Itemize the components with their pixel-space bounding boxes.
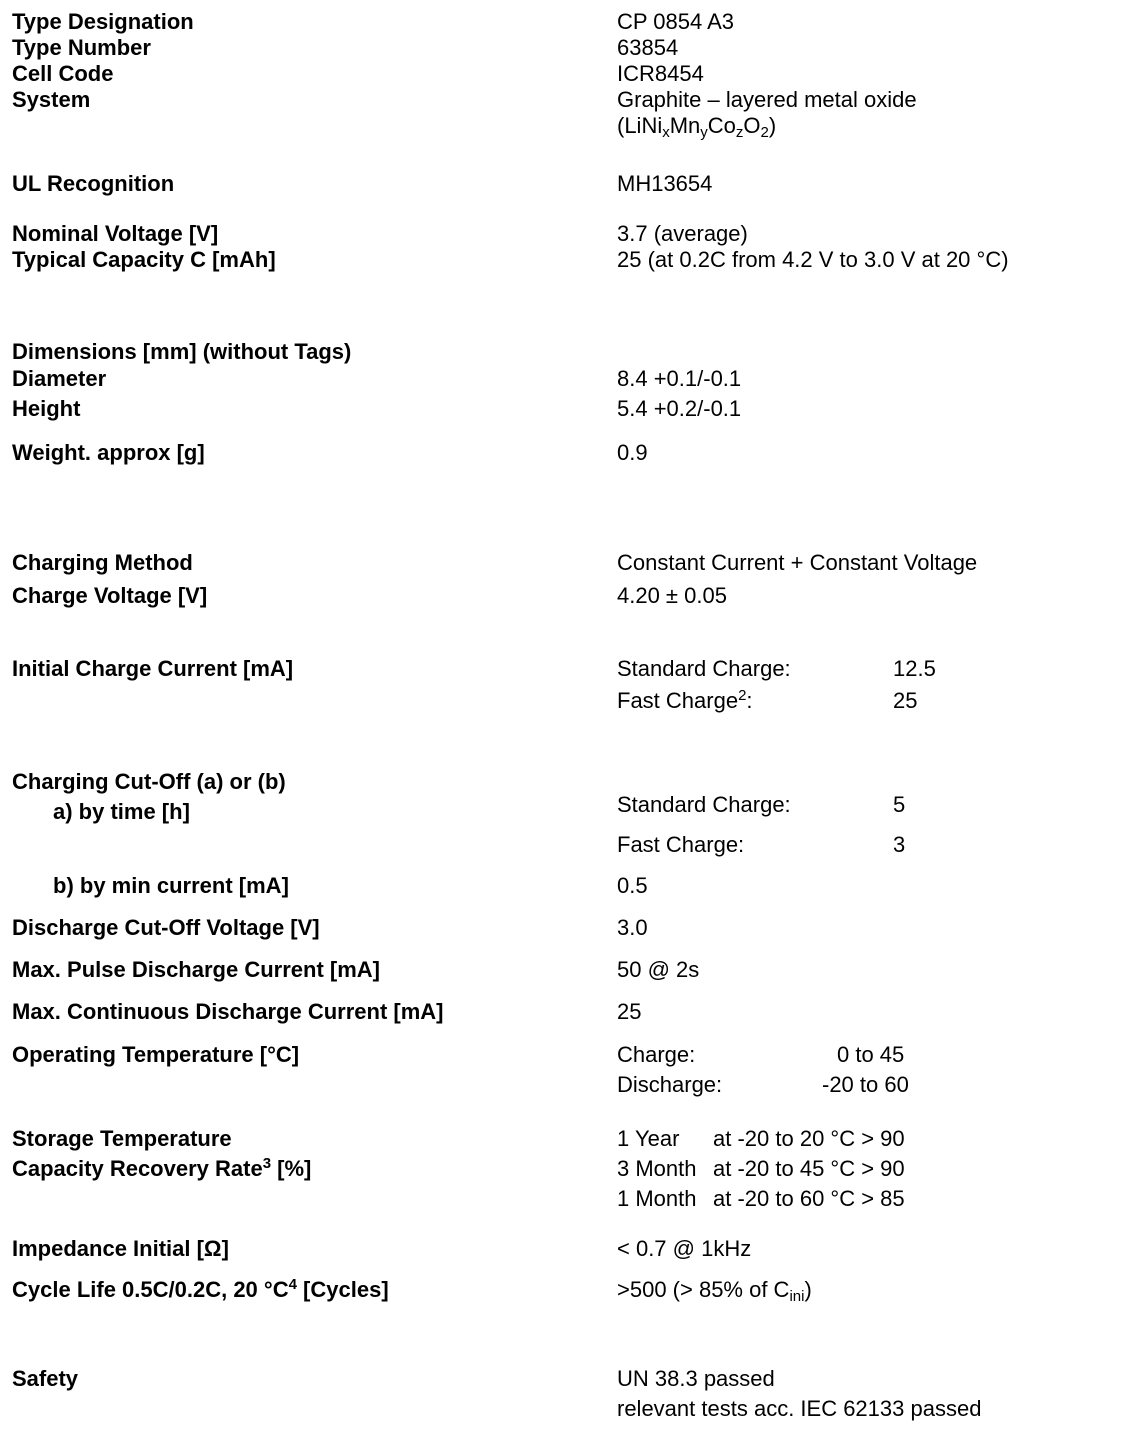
storage-condition: at -20 to 20 °C > 90 [713,1126,905,1151]
by-time-standard-label: Standard Charge: [617,792,791,817]
operating-discharge-label: Discharge: [617,1072,723,1097]
diameter-value: 8.4 +0.1/-0.1 [617,366,742,391]
charge-voltage-label: Charge Voltage [V] [12,583,208,608]
charging-cutoff-heading: Charging Cut-Off (a) or (b) [12,769,286,794]
initial-charge-current-label: Initial Charge Current [mA] [12,656,294,681]
type-designation-value: CP 0854 A3 [617,9,735,34]
ul-recognition-value: MH13654 [617,171,713,196]
operating-charge-label: Charge: [617,1042,696,1067]
system-formula: $(LiNi_xMn_yCo_zO_2)$ [617,113,777,141]
dimensions-heading: Dimensions [mm] (without Tags) [12,339,352,364]
height-value: 5.4 +0.2/-0.1 [617,396,742,421]
nominal-voltage-value: 3.7 (average) [617,221,748,246]
storage-condition: at -20 to 45 °C > 90 [713,1156,905,1181]
discharge-cutoff-value: 3.0 [617,915,648,940]
nominal-voltage-label: Nominal Voltage [V] [12,221,219,246]
safety-label: Safety [12,1366,79,1391]
initial-fast-label: Fast Charge$^2$: [617,687,753,713]
by-time-fast-label: Fast Charge: [617,832,745,857]
charging-method-value: Constant Current + Constant Voltage [617,550,978,575]
safety-value: UN 38.3 passed [617,1366,775,1391]
operating-charge-value: 0 to 45 [837,1042,905,1067]
storage-period: 1 Year [617,1126,680,1151]
cell-code-label: Cell Code [12,61,114,86]
typical-capacity-value: 25 (at 0.2C from 4.2 V to 3.0 V at 20 °C) [617,247,1009,272]
cell-code-value: ICR8454 [617,61,704,86]
by-min-current-value: 0.5 [617,873,648,898]
diameter-label: Diameter [12,366,107,391]
by-time-fast-value: 3 [893,832,906,857]
cycle-life-value: >500 (> 85% of $C_{ini}$) [617,1277,812,1305]
discharge-cutoff-label: Discharge Cut-Off Voltage [V] [12,915,320,940]
by-min-current-label: b) by min current [mA] [53,873,289,898]
impedance-label: Impedance Initial [Ω] [12,1236,229,1261]
storage-period: 3 Month [617,1156,697,1181]
ul-recognition-label: UL Recognition [12,171,175,196]
cycle-life-label: Cycle Life 0.5C/0.2C, 20 $^\circ C^4$ [Cycles] [12,1276,389,1302]
storage-temp-label: Storage Temperature [12,1126,232,1151]
storage-period: 1 Month [617,1186,697,1211]
safety-value-iec: relevant tests acc. IEC 62133 passed [617,1396,982,1421]
max-continuous-value: 25 [617,999,642,1024]
by-time-label: a) by time [h] [53,799,190,824]
max-pulse-value: 50 @ 2s [617,957,700,982]
charge-voltage-value: 4.20 ± 0.05 [617,583,727,608]
impedance-value: < 0.7 @ 1kHz [617,1236,752,1261]
typical-capacity-label: Typical Capacity C [mAh] [12,247,276,272]
weight-label: Weight. approx [g] [12,440,205,465]
operating-temp-label: Operating Temperature [°C] [12,1042,300,1067]
system-label: System [12,87,91,112]
type-designation-label: Type Designation [12,9,194,34]
initial-standard-value: 12.5 [893,656,936,681]
max-continuous-label: Max. Continuous Discharge Current [mA] [12,999,444,1024]
height-label: Height [12,396,81,421]
initial-fast-value: 25 [893,688,918,713]
storage-condition: at -20 to 60 °C > 85 [713,1186,905,1211]
capacity-recovery-label: Capacity Recovery Rate$^3$ [%] [12,1155,312,1181]
system-value: Graphite – layered metal oxide [617,87,917,112]
weight-value: 0.9 [617,440,648,465]
charging-method-label: Charging Method [12,550,193,575]
type-number-value: 63854 [617,35,679,60]
operating-discharge-value: -20 to 60 [822,1072,909,1097]
type-number-label: Type Number [12,35,151,60]
initial-standard-label: Standard Charge: [617,656,791,681]
by-time-standard-value: 5 [893,792,906,817]
max-pulse-label: Max. Pulse Discharge Current [mA] [12,957,380,982]
